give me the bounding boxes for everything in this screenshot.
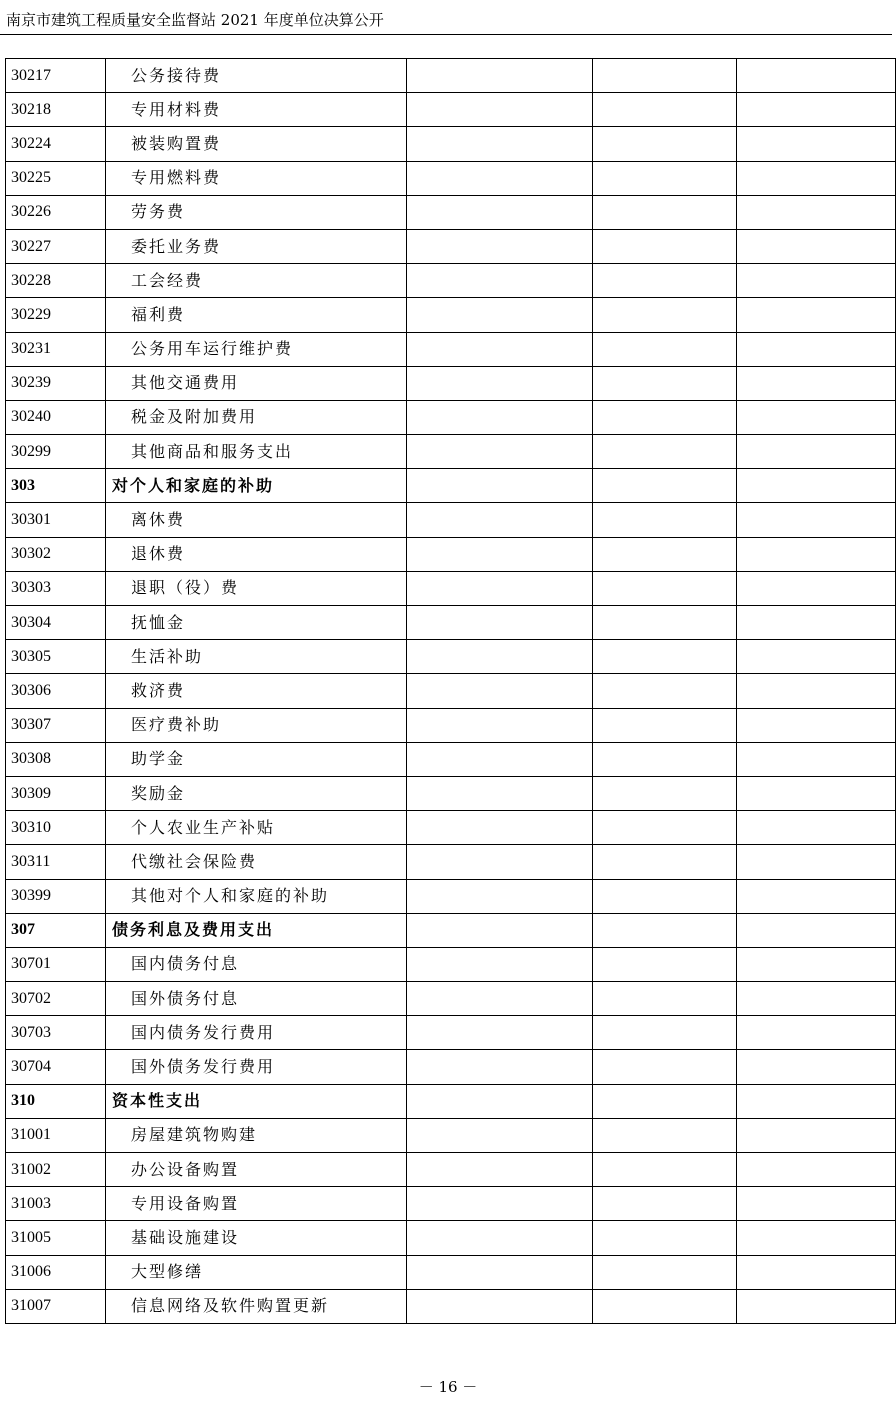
table-row	[6, 776, 896, 810]
account-code-cell: 30229	[6, 298, 106, 332]
amount-cell-1	[407, 1118, 593, 1152]
amount-cell-1	[407, 1050, 593, 1084]
amount-cell-3	[737, 742, 896, 776]
account-code-cell: 31003	[6, 1187, 106, 1221]
account-name-cell	[106, 947, 407, 981]
table-row	[6, 229, 896, 263]
account-name-text: 退休费	[131, 544, 186, 564]
amount-cell-3	[737, 435, 896, 469]
amount-cell-2	[593, 1221, 737, 1255]
amount-cell-1	[407, 776, 593, 810]
account-code-cell: 30301	[6, 503, 106, 537]
account-name-text: 国内债务发行费用	[131, 1022, 276, 1042]
account-name-cell	[106, 879, 407, 913]
account-code-cell: 30303	[6, 571, 106, 605]
amount-cell-2	[593, 229, 737, 263]
amount-cell-1	[407, 161, 593, 195]
page-number: － 16 －	[418, 1378, 478, 1396]
account-name-text: 奖励金	[131, 783, 186, 803]
table-row	[6, 1153, 896, 1187]
account-code-cell: 30299	[6, 435, 106, 469]
amount-cell-2	[593, 571, 737, 605]
account-code-cell: 30227	[6, 229, 106, 263]
table-row	[6, 59, 896, 93]
amount-cell-3	[737, 366, 896, 400]
table-row	[6, 742, 896, 776]
table-row	[6, 366, 896, 400]
table-body	[6, 59, 896, 1324]
table-row	[6, 845, 896, 879]
account-name-cell	[106, 742, 407, 776]
amount-cell-2	[593, 947, 737, 981]
table-row	[6, 1187, 896, 1221]
table-row	[6, 571, 896, 605]
amount-cell-1	[407, 332, 593, 366]
account-name-text: 国外债务发行费用	[131, 1057, 276, 1077]
account-name-cell	[106, 264, 407, 298]
table-row	[6, 435, 896, 469]
account-code-cell: 30307	[6, 708, 106, 742]
amount-cell-1	[407, 913, 593, 947]
table-group-row	[6, 1084, 896, 1118]
account-code-cell: 30305	[6, 640, 106, 674]
account-name-cell	[106, 776, 407, 810]
amount-cell-1	[407, 879, 593, 913]
amount-cell-2	[593, 776, 737, 810]
account-name-text: 医疗费补助	[131, 715, 222, 735]
account-name-cell	[106, 503, 407, 537]
table-row	[6, 811, 896, 845]
amount-cell-3	[737, 776, 896, 810]
account-name-text: 资本性支出	[112, 1091, 203, 1111]
account-code-cell: 30217	[6, 59, 106, 93]
account-code-cell: 30309	[6, 776, 106, 810]
account-name-cell	[106, 400, 407, 434]
account-name-cell	[106, 127, 407, 161]
table-row	[6, 674, 896, 708]
account-name-cell	[106, 571, 407, 605]
amount-cell-3	[737, 161, 896, 195]
amount-cell-3	[737, 503, 896, 537]
account-name-cell	[106, 845, 407, 879]
amount-cell-3	[737, 1016, 896, 1050]
amount-cell-2	[593, 161, 737, 195]
account-name-text: 公务用车运行维护费	[131, 339, 294, 359]
account-code-cell: 31005	[6, 1221, 106, 1255]
amount-cell-3	[737, 298, 896, 332]
account-name-cell	[106, 811, 407, 845]
amount-cell-1	[407, 811, 593, 845]
account-code-cell: 31007	[6, 1289, 106, 1323]
amount-cell-2	[593, 93, 737, 127]
table-row	[6, 332, 896, 366]
account-code-cell: 30226	[6, 195, 106, 229]
account-code-cell: 31001	[6, 1118, 106, 1152]
amount-cell-1	[407, 1016, 593, 1050]
account-name-text: 债务利息及费用支出	[112, 920, 275, 940]
amount-cell-1	[407, 1153, 593, 1187]
account-name-cell	[106, 332, 407, 366]
amount-cell-3	[737, 127, 896, 161]
account-name-text: 国外债务付息	[131, 988, 240, 1008]
amount-cell-1	[407, 571, 593, 605]
table-row	[6, 537, 896, 571]
account-name-text: 其他商品和服务支出	[131, 441, 294, 461]
account-name-text: 办公设备购置	[131, 1159, 240, 1179]
account-name-cell	[106, 1221, 407, 1255]
table-row	[6, 947, 896, 981]
amount-cell-1	[407, 1187, 593, 1221]
amount-cell-2	[593, 606, 737, 640]
table-row	[6, 879, 896, 913]
account-code-cell: 30218	[6, 93, 106, 127]
amount-cell-2	[593, 366, 737, 400]
amount-cell-1	[407, 742, 593, 776]
account-name-cell	[106, 161, 407, 195]
amount-cell-2	[593, 811, 737, 845]
expenditure-table	[5, 58, 896, 1324]
account-name-text: 被装购置费	[131, 133, 222, 153]
account-code-cell: 30701	[6, 947, 106, 981]
account-name-cell	[106, 640, 407, 674]
table-row	[6, 161, 896, 195]
account-code-cell: 303	[6, 469, 106, 503]
account-name-text: 工会经费	[131, 270, 204, 290]
account-name-text: 助学金	[131, 749, 186, 769]
amount-cell-1	[407, 640, 593, 674]
amount-cell-3	[737, 879, 896, 913]
account-name-text: 福利费	[131, 304, 186, 324]
amount-cell-2	[593, 195, 737, 229]
table-group-row	[6, 469, 896, 503]
account-code-cell: 30308	[6, 742, 106, 776]
amount-cell-2	[593, 1187, 737, 1221]
amount-cell-2	[593, 1153, 737, 1187]
table-row	[6, 606, 896, 640]
amount-cell-3	[737, 1221, 896, 1255]
account-name-text: 其他交通费用	[131, 373, 240, 393]
amount-cell-2	[593, 1050, 737, 1084]
amount-cell-2	[593, 708, 737, 742]
amount-cell-3	[737, 674, 896, 708]
account-name-text: 离休费	[131, 510, 186, 530]
table-row	[6, 298, 896, 332]
document-header-title: 南京市建筑工程质量安全监督站 2021 年度单位决算公开	[6, 11, 384, 29]
amount-cell-1	[407, 845, 593, 879]
account-name-cell	[106, 1016, 407, 1050]
account-code-cell: 30703	[6, 1016, 106, 1050]
amount-cell-3	[737, 59, 896, 93]
amount-cell-1	[407, 606, 593, 640]
account-code-cell: 30224	[6, 127, 106, 161]
account-code-cell: 30304	[6, 606, 106, 640]
table-row	[6, 982, 896, 1016]
amount-cell-3	[737, 708, 896, 742]
amount-cell-1	[407, 1255, 593, 1289]
amount-cell-3	[737, 469, 896, 503]
amount-cell-3	[737, 332, 896, 366]
account-name-text: 税金及附加费用	[131, 407, 258, 427]
amount-cell-1	[407, 400, 593, 434]
account-name-cell	[106, 708, 407, 742]
amount-cell-2	[593, 127, 737, 161]
amount-cell-1	[407, 1084, 593, 1118]
account-name-text: 对个人和家庭的补助	[112, 475, 275, 495]
amount-cell-1	[407, 435, 593, 469]
account-name-cell	[106, 1255, 407, 1289]
amount-cell-1	[407, 1289, 593, 1323]
amount-cell-2	[593, 503, 737, 537]
account-code-cell: 30704	[6, 1050, 106, 1084]
amount-cell-2	[593, 469, 737, 503]
account-code-cell: 31002	[6, 1153, 106, 1187]
amount-cell-1	[407, 537, 593, 571]
amount-cell-1	[407, 59, 593, 93]
account-name-text: 信息网络及软件购置更新	[131, 1296, 330, 1316]
amount-cell-1	[407, 298, 593, 332]
table-row	[6, 1289, 896, 1323]
table-row	[6, 93, 896, 127]
amount-cell-2	[593, 400, 737, 434]
amount-cell-1	[407, 366, 593, 400]
amount-cell-3	[737, 1289, 896, 1323]
amount-cell-2	[593, 1016, 737, 1050]
account-name-cell	[106, 435, 407, 469]
amount-cell-2	[593, 435, 737, 469]
account-code-cell: 30228	[6, 264, 106, 298]
amount-cell-2	[593, 332, 737, 366]
table-group-row	[6, 913, 896, 947]
amount-cell-3	[737, 400, 896, 434]
account-name-cell	[106, 674, 407, 708]
account-name-cell	[106, 229, 407, 263]
amount-cell-3	[737, 913, 896, 947]
amount-cell-3	[737, 571, 896, 605]
amount-cell-2	[593, 879, 737, 913]
amount-cell-3	[737, 1084, 896, 1118]
account-code-cell: 307	[6, 913, 106, 947]
amount-cell-3	[737, 1187, 896, 1221]
amount-cell-2	[593, 537, 737, 571]
account-name-text: 专用燃料费	[131, 168, 222, 188]
account-code-cell: 30239	[6, 366, 106, 400]
account-name-cell	[106, 1118, 407, 1152]
account-name-cell	[106, 606, 407, 640]
amount-cell-3	[737, 947, 896, 981]
account-code-cell: 30231	[6, 332, 106, 366]
amount-cell-2	[593, 59, 737, 93]
amount-cell-2	[593, 640, 737, 674]
account-name-cell	[106, 93, 407, 127]
amount-cell-3	[737, 195, 896, 229]
account-name-text: 其他对个人和家庭的补助	[131, 886, 330, 906]
account-name-text: 基础设施建设	[131, 1227, 240, 1247]
account-code-cell: 30310	[6, 811, 106, 845]
account-name-cell	[106, 1289, 407, 1323]
table-row	[6, 1050, 896, 1084]
table-row	[6, 1118, 896, 1152]
account-name-text: 救济费	[131, 680, 186, 700]
amount-cell-2	[593, 674, 737, 708]
account-code-cell: 30302	[6, 537, 106, 571]
account-name-cell	[106, 1084, 407, 1118]
table-row	[6, 1016, 896, 1050]
amount-cell-1	[407, 503, 593, 537]
account-name-cell	[106, 298, 407, 332]
amount-cell-3	[737, 811, 896, 845]
account-code-cell: 30311	[6, 845, 106, 879]
amount-cell-1	[407, 708, 593, 742]
amount-cell-2	[593, 298, 737, 332]
account-name-text: 委托业务费	[131, 236, 222, 256]
amount-cell-2	[593, 1084, 737, 1118]
table-row	[6, 195, 896, 229]
amount-cell-3	[737, 640, 896, 674]
amount-cell-2	[593, 913, 737, 947]
amount-cell-3	[737, 264, 896, 298]
amount-cell-3	[737, 845, 896, 879]
amount-cell-3	[737, 1118, 896, 1152]
account-code-cell: 30240	[6, 400, 106, 434]
account-name-text: 抚恤金	[131, 612, 186, 632]
amount-cell-2	[593, 264, 737, 298]
account-name-text: 国内债务付息	[131, 954, 240, 974]
amount-cell-1	[407, 195, 593, 229]
amount-cell-3	[737, 93, 896, 127]
account-name-text: 个人农业生产补贴	[131, 817, 276, 837]
table-row	[6, 708, 896, 742]
amount-cell-1	[407, 229, 593, 263]
header-divider	[0, 34, 892, 35]
account-name-cell	[106, 469, 407, 503]
account-name-cell	[106, 366, 407, 400]
account-name-cell	[106, 59, 407, 93]
account-name-text: 专用材料费	[131, 99, 222, 119]
account-name-text: 公务接待费	[131, 65, 222, 85]
amount-cell-1	[407, 469, 593, 503]
account-code-cell: 31006	[6, 1255, 106, 1289]
amount-cell-1	[407, 93, 593, 127]
amount-cell-1	[407, 264, 593, 298]
amount-cell-2	[593, 982, 737, 1016]
amount-cell-1	[407, 674, 593, 708]
amount-cell-2	[593, 1255, 737, 1289]
amount-cell-3	[737, 1050, 896, 1084]
table-row	[6, 1221, 896, 1255]
amount-cell-1	[407, 1221, 593, 1255]
account-code-cell: 30306	[6, 674, 106, 708]
table-row	[6, 503, 896, 537]
amount-cell-3	[737, 982, 896, 1016]
account-name-cell	[106, 195, 407, 229]
account-name-text: 大型修缮	[131, 1262, 204, 1282]
account-name-cell	[106, 1050, 407, 1084]
account-name-text: 房屋建筑物购建	[131, 1125, 258, 1145]
amount-cell-2	[593, 845, 737, 879]
amount-cell-2	[593, 1118, 737, 1152]
account-code-cell: 30225	[6, 161, 106, 195]
account-name-text: 劳务费	[131, 202, 186, 222]
account-name-cell	[106, 913, 407, 947]
amount-cell-2	[593, 742, 737, 776]
account-code-cell: 30702	[6, 982, 106, 1016]
amount-cell-1	[407, 947, 593, 981]
table-row	[6, 640, 896, 674]
amount-cell-1	[407, 982, 593, 1016]
amount-cell-3	[737, 537, 896, 571]
account-name-text: 退职（役）费	[131, 578, 240, 598]
account-name-text: 生活补助	[131, 646, 204, 666]
account-code-cell: 310	[6, 1084, 106, 1118]
amount-cell-3	[737, 229, 896, 263]
amount-cell-3	[737, 606, 896, 640]
account-name-cell	[106, 982, 407, 1016]
amount-cell-2	[593, 1289, 737, 1323]
table-row	[6, 127, 896, 161]
account-name-text: 代缴社会保险费	[131, 851, 258, 871]
account-name-cell	[106, 1153, 407, 1187]
account-name-cell	[106, 1187, 407, 1221]
account-code-cell: 30399	[6, 879, 106, 913]
table-row	[6, 264, 896, 298]
table-row	[6, 400, 896, 434]
account-name-text: 专用设备购置	[131, 1193, 240, 1213]
amount-cell-3	[737, 1255, 896, 1289]
account-name-cell	[106, 537, 407, 571]
amount-cell-1	[407, 127, 593, 161]
amount-cell-3	[737, 1153, 896, 1187]
table-row	[6, 1255, 896, 1289]
